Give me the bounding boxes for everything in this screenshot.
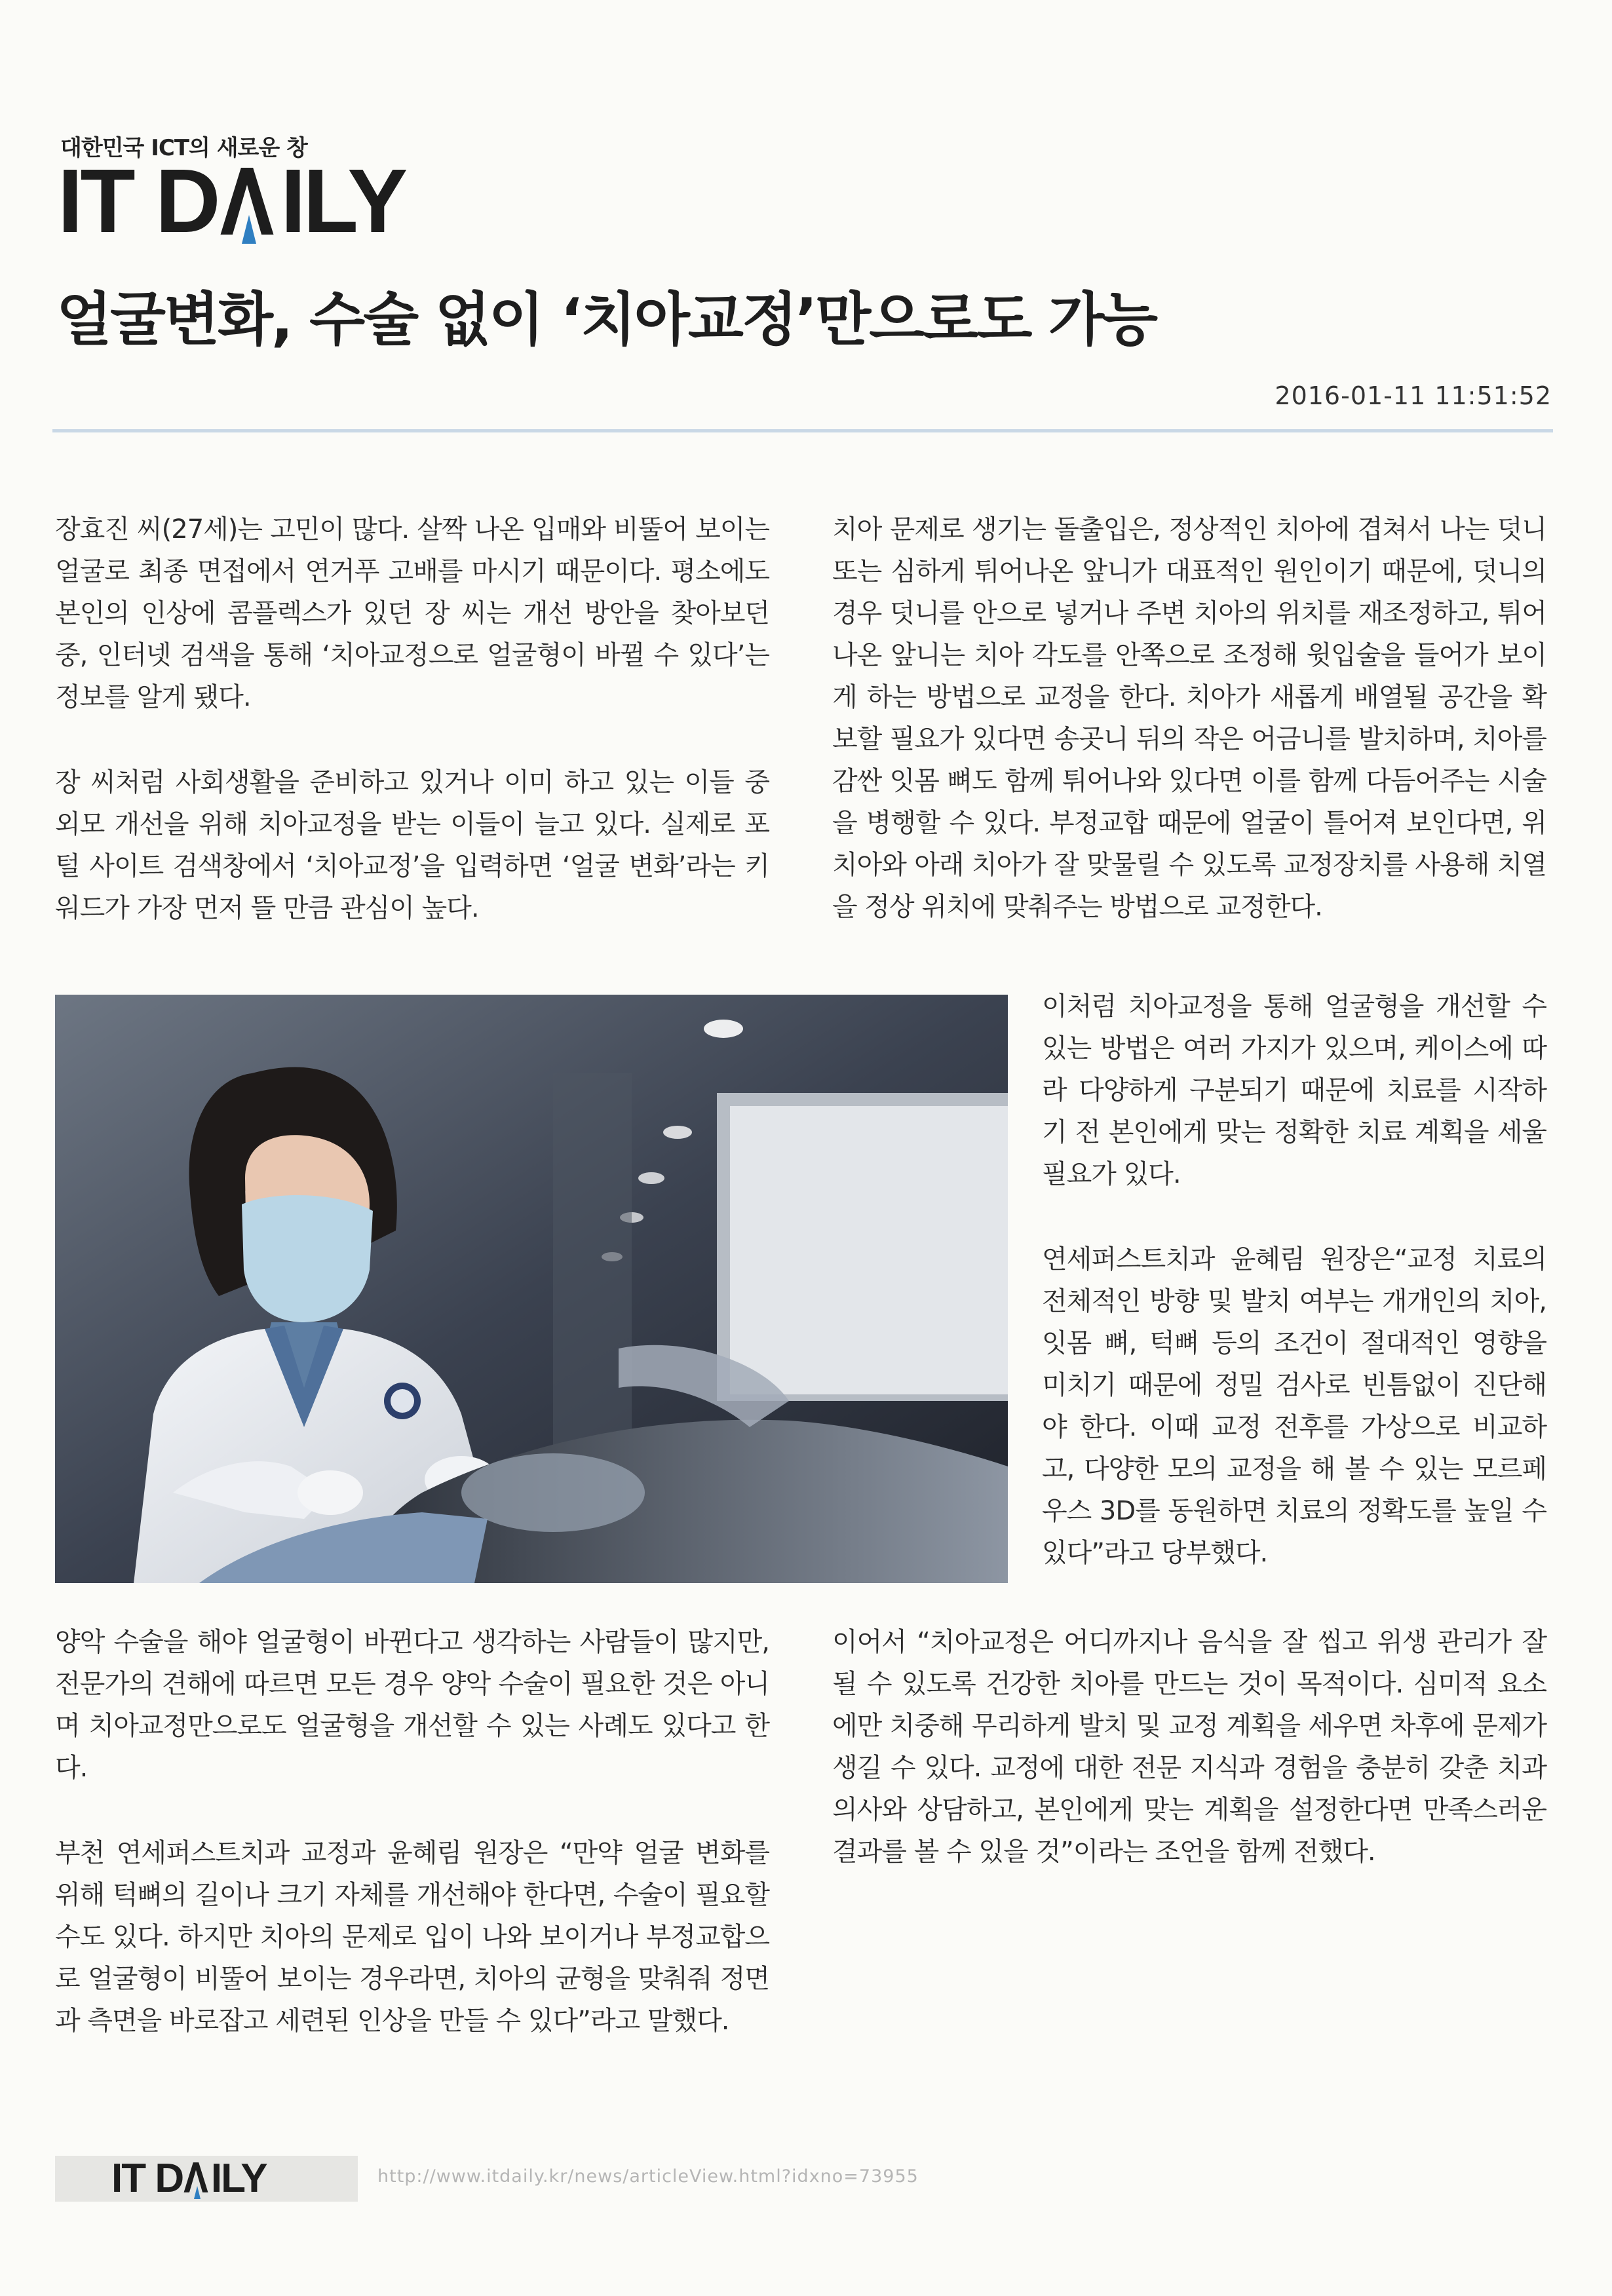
paragraph: 연세퍼스트치과 윤혜림 원장은“교정 치료의 전체적인 방향 및 발치 여부는 개개인의 치아, 잇몸 뼈, 턱뼈 등의 조건이 절대적인 영향을 미치기 때문에 정밀 검사로 빈틈없이 진단해야 한다. 이때 교정 전후를 가상으로 비교하고, 다양한 모의 교정을 해 볼 수 있는 모르페우스 3D를 동원하면 치료의 정확도를 높일 수 있다”라고 당부했다. [1042, 1244, 1546, 1568]
article-datetime: 2016-01-11 11:51:52 [1275, 381, 1552, 410]
article-column-left-top [55, 508, 769, 929]
masthead-tagline: 대한민국 ICT의 새로운 창 [60, 135, 307, 161]
footer-logo-a-letter [183, 2157, 211, 2200]
logo-text-left: IT D [58, 151, 218, 252]
article-headline: 얼굴변화, 수술 없이 ‘치아교정’만으로도 가능 [56, 286, 1156, 353]
logo-text-right: ILY [280, 151, 406, 252]
paragraph: 부천 연세퍼스트치과 교정과 윤혜림 원장은 “만약 얼굴 변화를 위해 턱뼈의 길이나 크기 자체를 개선해야 한다면, 수술이 필요할 수도 있다. 하지만 치아의 문제로 입이 나와 보이거나 부정교합으로 얼굴형이 비뚤어 보이는 경우라면, 치아의 균형을 맞춰줘 정면과 측면을 바로잡고 세련된 인상을 만들 수 있다”라고 말했다. [55, 1838, 769, 2036]
article-photo-dentist [55, 995, 1008, 1583]
footer-logo-text-left: IT D [111, 2156, 183, 2201]
paragraph: 이어서 “치아교정은 어디까지나 음식을 잘 씹고 위생 관리가 잘 될 수 있도록 건강한 치아를 만드는 것이 목적이다. 심미적 요소에만 치중해 무리하게 발치 및 교정 계획을 세우면 차후에 문제가 생길 수 있다. 교정에 대한 전문 지식과 경험을 충분히 갖춘 치과의사와 상담하고, 본인에게 맞는 계획을 설정한다면 만족스러운 결과를 볼 수 있을 것”이라는 조언을 함께 전했다. [832, 1627, 1546, 1867]
header-divider [52, 429, 1553, 432]
footer-logo-text-right: ILY [210, 2156, 267, 2201]
logo-a-letter [218, 156, 281, 246]
paragraph: 양악 수술을 해야 얼굴형이 바뀐다고 생각하는 사람들이 많지만, 전문가의 견해에 따르면 모든 경우 양악 수술이 필요한 것은 아니며 치아교정만으로도 얼굴형을 개선할 수 있는 사례도 있다고 한다. [55, 1627, 769, 1783]
footer-logo-accent-icon [194, 2186, 201, 2199]
paragraph: 이처럼 치아교정을 통해 얼굴형을 개선할 수 있는 방법은 여러 가지가 있으며, 케이스에 따라 다양하게 구분되기 때문에 치료를 시작하기 전 본인에게 맞는 정확한 치료 계획을 세울 필요가 있다. [1042, 991, 1546, 1189]
article-column-left-bottom [55, 1621, 769, 2042]
logo-accent-icon [242, 215, 256, 244]
article-column-right-bottom [832, 1621, 1546, 1873]
article-column-right-top [832, 508, 1546, 928]
article-column-right-mid [1042, 985, 1546, 1574]
article-url[interactable]: http://www.itdaily.kr/news/articleView.html?idxno=73955 [377, 2166, 919, 2187]
it-daily-logo [58, 151, 406, 252]
footer-logo [111, 2157, 267, 2200]
photo-illustration [55, 995, 1008, 1583]
paragraph: 장 씨처럼 사회생활을 준비하고 있거나 이미 하고 있는 이들 중 외모 개선을 위해 치아교정을 받는 이들이 늘고 있다. 실제로 포털 사이트 검색창에서 ‘치아교정’을 입력하면 ‘얼굴 변화’라는 키워드가 가장 먼저 뜰 만큼 관심이 높다. [55, 767, 769, 923]
paragraph: 장효진 씨(27세)는 고민이 많다. 살짝 나온 입매와 비뚤어 보이는 얼굴로 최종 면접에서 연거푸 고배를 마시기 때문이다. 평소에도 본인의 인상에 콤플렉스가 있던 장 씨는 개선 방안을 찾아보던 중, 인터넷 검색을 통해 ‘치아교정으로 얼굴형이 바뀔 수 있다’는 정보를 알게 됐다. [55, 514, 769, 712]
paragraph: 치아 문제로 생기는 돌출입은, 정상적인 치아에 겹쳐서 나는 덧니 또는 심하게 튀어나온 앞니가 대표적인 원인이기 때문에, 덧니의 경우 덧니를 안으로 넣거나 주변 치아의 위치를 재조정하고, 튀어나온 앞니는 치아 각도를 안쪽으로 조정해 윗입술을 들어가 보이게 하는 방법으로 교정을 한다. 치아가 새롭게 배열될 공간을 확보할 필요가 있다면 송곳니 뒤의 작은 어금니를 발치하며, 치아를 감싼 잇몸 뼈도 함께 튀어나와 있다면 이를 함께 다듬어주는 시술을 병행할 수 있다. 부정교합 때문에 얼굴이 틀어져 보인다면, 위 치아와 아래 치아가 잘 맞물릴 수 있도록 교정장치를 사용해 치열을 정상 위치에 맞춰주는 방법으로 교정한다. [832, 514, 1546, 922]
